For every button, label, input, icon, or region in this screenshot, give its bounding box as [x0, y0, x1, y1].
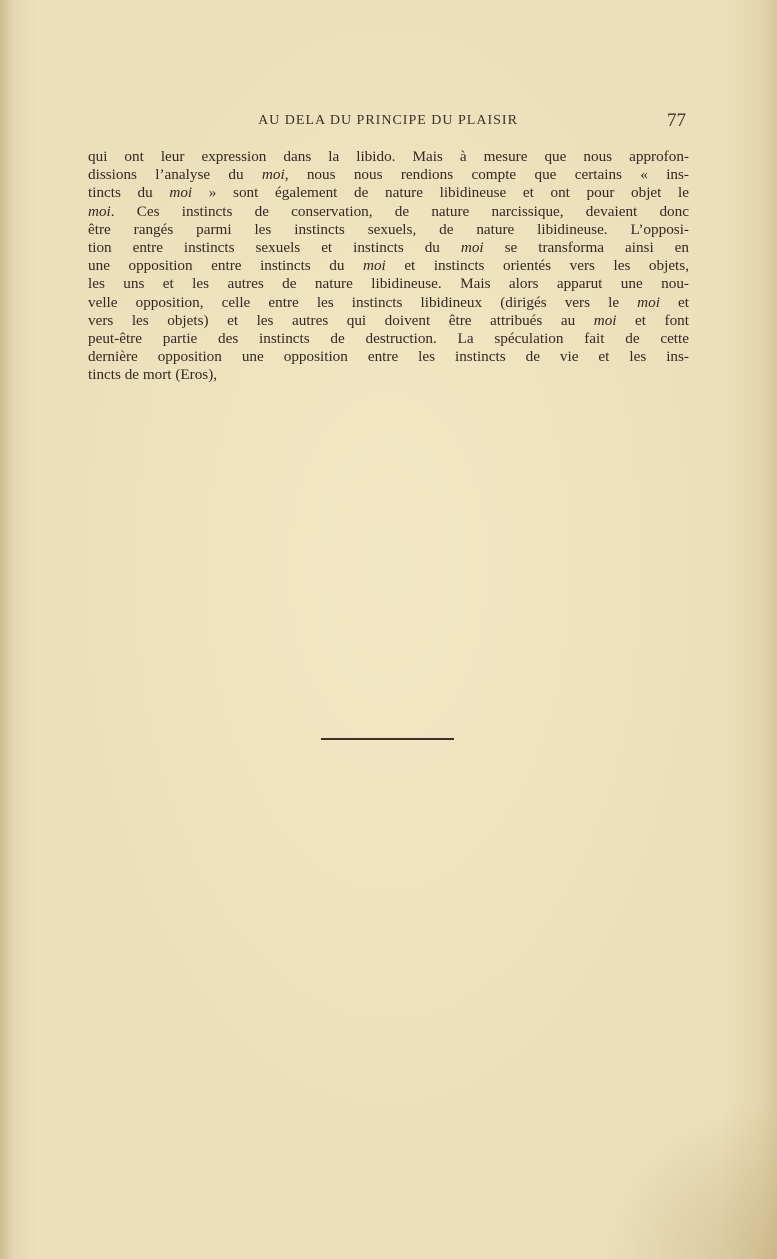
text-line: tincts du moi » sont également de nature libidineuse et ont pour objet le	[88, 184, 689, 202]
text-line: dernière opposition une opposition entre les instincts de vie et les ins-	[88, 348, 689, 366]
text-line: dissions l’analyse du moi, nous nous rendions compte que certains « ins-	[88, 166, 689, 184]
running-title: AU DELA DU PRINCIPE DU PLAISIR	[258, 113, 518, 128]
text-line: qui ont leur expression dans la libido. Mais à mesure que nous approfon-	[88, 148, 689, 165]
text-line: tion entre instincts sexuels et instincts du moi se transforma ainsi en	[88, 239, 689, 257]
section-end-rule	[321, 738, 454, 740]
body-paragraph	[88, 148, 689, 385]
text-line: tincts de mort (Eros),	[88, 366, 218, 384]
text-line: être rangés parmi les instincts sexuels, de nature libidineuse. L’opposi-	[88, 220, 689, 238]
text-line: une opposition entre instincts du moi et instincts orientés vers les objets,	[88, 257, 689, 275]
text-line: vers les objets) et les autres qui doivent être attribués au moi et font	[88, 311, 689, 329]
page-number: 77	[667, 110, 686, 131]
text-line: velle opposition, celle entre les instincts libidineux (dirigés vers le moi et	[88, 293, 689, 311]
text-line: les uns et les autres de nature libidineuse. Mais alors apparut une nou-	[88, 275, 689, 293]
text-line: moi. Ces instincts de conservation, de nature narcissique, devaient donc	[88, 202, 689, 220]
running-head	[88, 110, 688, 134]
text-line: peut-être partie des instincts de destruction. La spéculation fait de cette	[88, 330, 689, 348]
